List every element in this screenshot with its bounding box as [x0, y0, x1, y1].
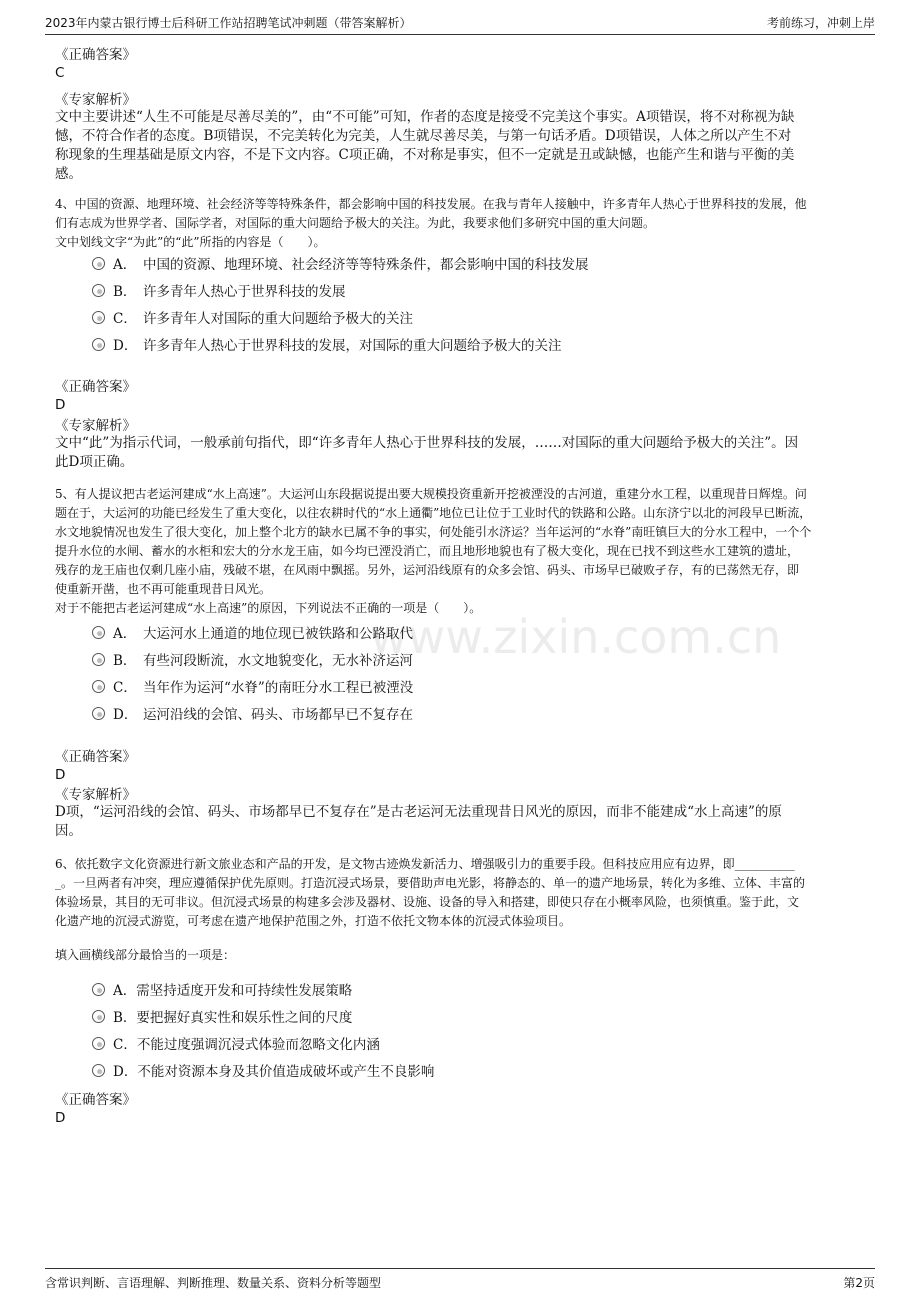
q5-option-c[interactable]: [92, 679, 413, 697]
q4-stem: [55, 195, 870, 252]
stem-line: _。一旦两者有冲突，理应遵循保护优先原则。打造沉浸式场景，要借助声电光影，将静态的、单一的遗产地场景，转化为多维、立体、丰富的: [55, 876, 806, 890]
option-text: 当年作为运河“水脊”的南旺分水工程已被湮没: [143, 680, 414, 696]
analysis-line: 感。: [55, 166, 82, 182]
option-text: 许多青年人对国际的重大问题给予极大的关注: [143, 311, 413, 327]
stem-line: 4、中国的资源、地理环境、社会经济等等特殊条件，都会影响中国的科技发展。在我与青年人接触中，许多青年人热心于世界科技的发展，他: [55, 197, 807, 211]
q4-analysis: [55, 434, 870, 472]
page-number: 第2页: [843, 1276, 875, 1290]
q5-option-d[interactable]: [92, 706, 413, 724]
q3-analysis: [55, 108, 870, 184]
option-text: 有些河段断流，水文地貌变化，无水补济运河: [143, 653, 413, 669]
q6-answer: D: [55, 1110, 66, 1126]
option-text: 不能过度强调沉浸式体验而忽略文化内涵: [136, 1037, 380, 1053]
q6-option-b[interactable]: [92, 1009, 352, 1027]
radio-icon[interactable]: [92, 1010, 105, 1023]
radio-icon[interactable]: [92, 338, 105, 351]
q4-option-a[interactable]: [92, 256, 589, 274]
radio-icon[interactable]: [92, 707, 105, 720]
stem-line: 对于不能把古老运河建成“水上高速”的原因，下列说法不正确的一项是（ ）。: [55, 601, 482, 615]
radio-icon[interactable]: [92, 983, 105, 996]
option-letter: B．: [113, 284, 137, 300]
q5-stem: [55, 485, 870, 618]
option-letter: D．: [113, 707, 138, 723]
option-letter: D．: [113, 1064, 138, 1080]
answer-label: 《正确答案》: [55, 749, 136, 765]
watermark: www.zixin.com.cn: [370, 610, 782, 664]
analysis-line: 文中主要讲述“人生不可能是尽善尽美的”，由“不可能”可知，作者的态度是接受不完美这个事实。A项错误，将不对称视为缺: [55, 109, 795, 125]
analysis-label: 《专家解析》: [55, 787, 136, 803]
q4-answer: D: [55, 397, 66, 413]
radio-icon[interactable]: [92, 680, 105, 693]
document-title: 2023年内蒙古银行博士后科研工作站招聘笔试冲刺题（带答案解析）: [45, 16, 412, 30]
stem-line: 体验场景，其目的无可非议。但沉浸式场景的构建多会涉及器材、设施、设备的导入和搭建，即使只存在小概率风险，也须慎重。鉴于此，文: [55, 895, 800, 909]
q6-option-a[interactable]: [92, 982, 352, 1000]
option-letter: C．: [113, 1037, 137, 1053]
analysis-label: 《专家解析》: [55, 418, 136, 434]
header-slogan: 考前练习，冲刺上岸: [766, 16, 875, 30]
stem-line: 6、依托数字文化资源进行新文旅业态和产品的开发，是文物古迹焕发新活力、增强吸引力的重要手段。但科技应用应有边界，即__________: [55, 857, 795, 871]
stem-line: 提升水位的水闸、蓄水的水柜和宏大的分水龙王庙，如今均已湮没消亡，而且地形地貌也有了极大变化，现在已找不到这些水工建筑的遗址，: [55, 544, 800, 558]
stem-line: 水文地貌情况也发生了很大变化，加上整个北方的缺水已属不争的事实，何处能引水济运？当年运河的“水脊”南旺镇巨大的分水工程中，一个个: [55, 525, 812, 539]
analysis-label: 《专家解析》: [55, 92, 136, 108]
option-letter: B．: [113, 653, 137, 669]
q5-option-a[interactable]: [92, 625, 413, 643]
option-letter: A．: [113, 257, 137, 273]
option-text: 中国的资源、地理环境、社会经济等等特殊条件，都会影响中国的科技发展: [143, 257, 589, 273]
radio-icon[interactable]: [92, 311, 105, 324]
analysis-line: 因。: [55, 823, 82, 839]
radio-icon[interactable]: [92, 1037, 105, 1050]
q4-option-d[interactable]: [92, 337, 562, 355]
option-letter: B．: [113, 1010, 137, 1026]
analysis-line: 此D项正确。: [55, 454, 134, 470]
radio-icon[interactable]: [92, 653, 105, 666]
radio-icon[interactable]: [92, 284, 105, 297]
stem-line: 题在于，大运河的功能已经发生了重大变化，以往农耕时代的“水上通衢”地位已让位于工业时代的铁路和公路。山东济宁以北的河段早已断流，: [55, 506, 812, 520]
answer-label: 《正确答案》: [55, 379, 136, 395]
q5-option-b[interactable]: [92, 652, 413, 670]
answer-label: 《正确答案》: [55, 47, 136, 63]
radio-icon[interactable]: [92, 1064, 105, 1077]
q6-option-c[interactable]: [92, 1036, 380, 1054]
option-letter: C．: [113, 680, 137, 696]
q6-option-d[interactable]: [92, 1063, 434, 1081]
option-letter: A．: [113, 626, 137, 642]
q4-option-c[interactable]: [92, 310, 413, 328]
option-text: 许多青年人热心于世界科技的发展: [143, 284, 346, 300]
stem-line: 文中划线文字“为此”的“此”所指的内容是（ ）。: [55, 235, 326, 249]
analysis-line: 称现象的生理基础是原文内容，不是下文内容。C项正确，不对称是事实，但不一定就是丑或缺憾，也能产生和谐与平衡的美: [55, 147, 795, 163]
option-text: 运河沿线的会馆、码头、市场都早已不复存在: [143, 707, 413, 723]
page-footer: [45, 1268, 875, 1290]
option-text: 许多青年人热心于世界科技的发展，对国际的重大问题给予极大的关注: [143, 338, 562, 354]
stem-line: 5、有人提议把古老运河建成“水上高速”。大运河山东段据说提出要大规模投资重新开挖被湮没的古河道，重建分水工程，以重现昔日辉煌。问: [55, 487, 807, 501]
option-text: 要把握好真实性和娱乐性之间的尺度: [136, 1010, 353, 1026]
q3-answer: C: [55, 65, 65, 81]
option-letter: C．: [113, 311, 137, 327]
radio-icon[interactable]: [92, 626, 105, 639]
option-text: 大运河水上通道的地位现已被铁路和公路取代: [143, 626, 413, 642]
option-letter: D．: [113, 338, 138, 354]
analysis-line: 文中“此”为指示代词，一般承前句指代，即“许多青年人热心于世界科技的发展，……对国际的重大问题给予极大的关注”。因: [55, 435, 799, 451]
q5-analysis: [55, 803, 870, 841]
stem-line: 残存的龙王庙也仅剩几座小庙，残破不堪，在风雨中飘摇。另外，运河沿线原有的众多会馆、码头、市场早已破败孑存，有的已荡然无存，即: [55, 563, 800, 577]
radio-icon[interactable]: [92, 257, 105, 270]
stem-line: 化遗产地的沉浸式游览，可考虑在遗产地保护范围之外，打造不依托文物本体的沉浸式体验项目。: [55, 914, 572, 928]
q6-prompt: 填入画横线部分最恰当的一项是：: [55, 948, 236, 962]
q6-stem: [55, 855, 870, 931]
q5-answer: D: [55, 767, 66, 783]
stem-line: 们有志成为世界学者、国际学者，对国际的重大问题给予极大的关注。为此，我要求他们多研究中国的重大问题。: [55, 216, 656, 230]
option-text: 需坚持适度开发和可持续性发展策略: [136, 983, 353, 999]
option-letter: A．: [113, 983, 137, 999]
stem-line: 使重新开凿，也不再可能重现昔日风光。: [55, 582, 272, 596]
analysis-line: D项，“运河沿线的会馆、码头、市场都早已不复存在”是古老运河无法重现昔日风光的原因，而非不能建成“水上高速”的原: [55, 804, 782, 820]
answer-label: 《正确答案》: [55, 1092, 136, 1108]
page-header: [45, 10, 875, 35]
footer-note: 含常识判断、言语理解、判断推理、数量关系、资料分析等题型: [45, 1276, 382, 1290]
analysis-line: 憾，不符合作者的态度。B项错误，不完美转化为完美，人生就尽善尽美，与第一句话矛盾。D项错误，人体之所以产生不对: [55, 128, 792, 144]
q4-option-b[interactable]: [92, 283, 346, 301]
option-text: 不能对资源本身及其价值造成破坏或产生不良影响: [137, 1064, 435, 1080]
